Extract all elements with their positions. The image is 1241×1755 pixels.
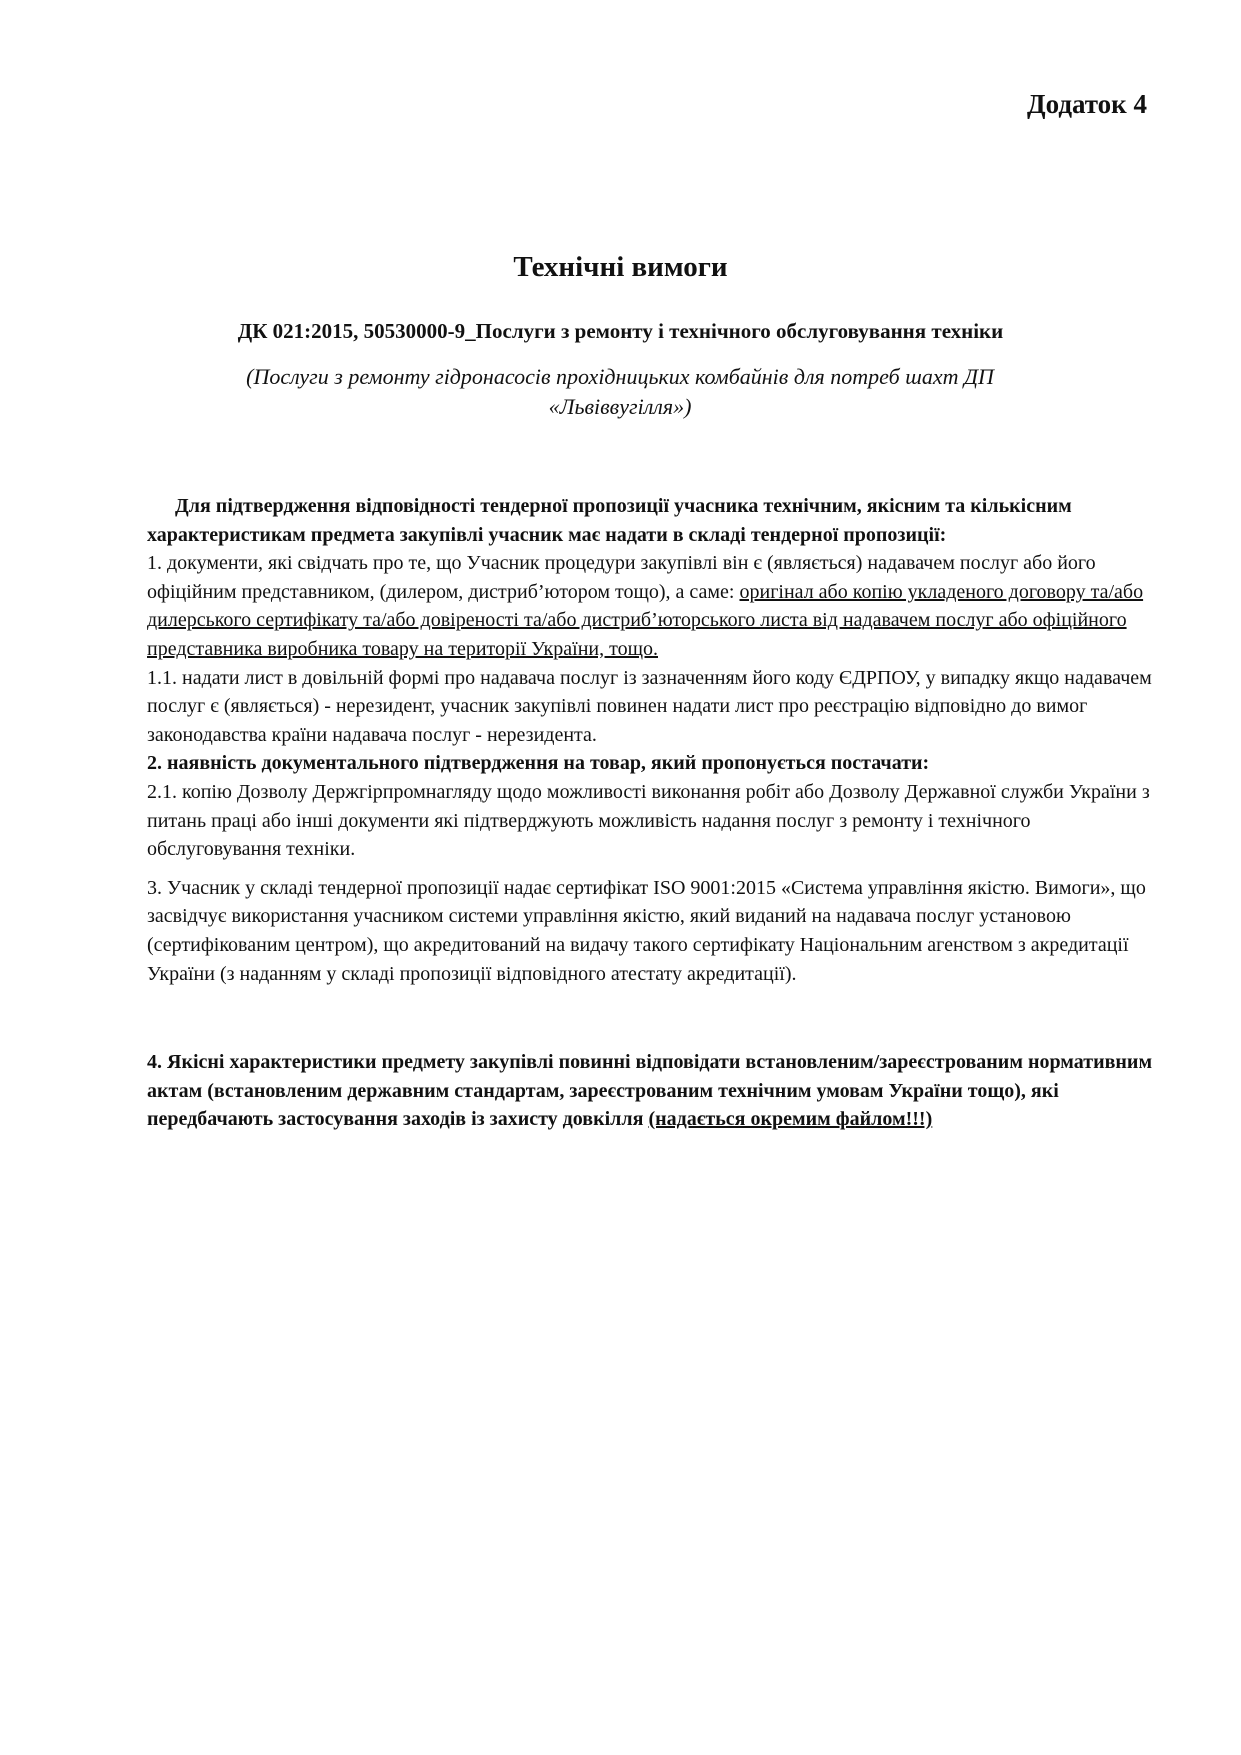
requirement-3: 3. Учасник у складі тендерної пропозиції надає сертифікат ISO 9001:2015 «Система управління якістю. Вимоги», що засвідчує використання учасником системи управління якістю, який виданий на надавача послуг установою (сертифікованим центром), що акредитований на видачу такого сертифікату Національним агенством з акредитації України (з наданням у складі пропозиції відповідного атестату акредитації). [147,876,1146,985]
document-subtitle-description [180,362,1060,422]
document-title: Технічні вимоги [513,251,728,283]
requirement-1-1: 1.1. надати лист в довільній формі про надавача послуг із зазначенням його коду ЄДРПОУ, у випадку якщо надавачем послуг є (являється) - нерезидент, учасник закупівлі повинен надати лист про реєстрацію відповідно до вимог законодавства країни надавача послуг - нерезидента. [147,666,1152,746]
document-subtitle-code: ДК 021:2015, 50530000-9_Послуги з ремонту і технічного обслуговування техніки [237,319,1004,343]
requirement-4 [147,1048,1157,1134]
appendix-label: Додаток 4 [1027,89,1147,119]
intro-paragraph: Для підтвердження відповідності тендерної пропозиції учасника технічним, якісним та кількісним характеристикам предмета закупівлі учасник має надати в складі тендерної пропозиції: [147,495,1072,546]
requirement-4-text: 4. Якісні характеристики предмету закупівлі повинні відповідати встановленим/зареєстрованим нормативним актам (встановленим державним стандартам, зареєстрованим технічним умовам України тощо), які передбачають застосування заходів із захисту довкілля [147,1051,1153,1131]
requirement-4-underlined-text: (надається окремим файлом!!!) [648,1108,933,1131]
requirement-1 [147,549,1157,663]
requirement-2-1: 2.1. копію Дозволу Держгірпромнагляду щодо можливості виконання робіт або Дозволу Державної служби України з питань праці або інші документи які підтверджують можливість надання послуг з ремонту і технічного обслуговування техніки. [147,780,1150,861]
requirement-1-underlined-text: оригінал або копію укладеного договору та/або дилерського сертифікату та/або довіреності та/або дистриб’юторського листа від надавачем послуг або офіційного представника виробника товару на території України, тощо. [147,580,1144,660]
subtitle-description-line-1: (Послуги з ремонту гідронасосів прохідницьких комбайнів для потреб шахт ДП [246,364,994,389]
requirement-1-text: 1. документи, які свідчать про те, що Учасник процедури закупівлі він є (являється) надавачем послуг або його офіційним представником, (дилером, дистриб’ютором тощо), а саме: [147,552,1096,603]
requirement-2: 2. наявність документального підтвердження на товар, який пропонується постачати: [147,752,930,775]
subtitle-description-line-2: «Львіввугілля») [548,394,692,419]
document-body [147,492,1157,1134]
